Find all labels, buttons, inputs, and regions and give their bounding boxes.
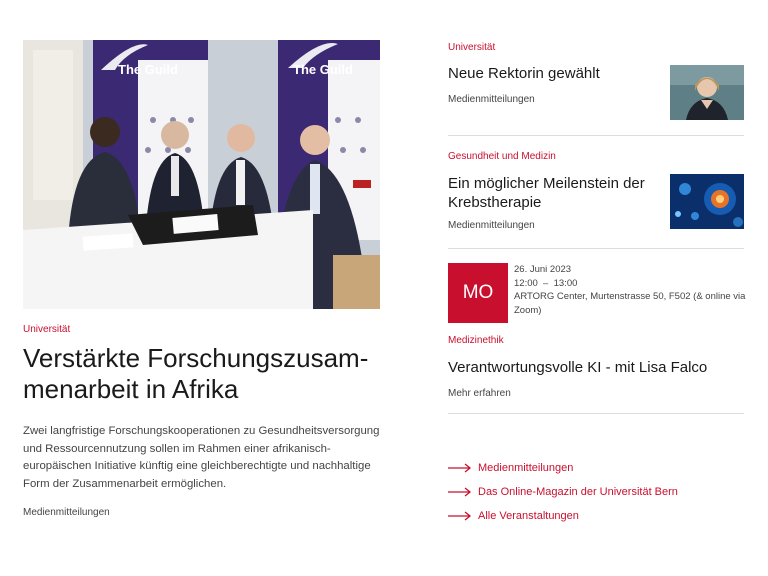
link-media-releases-label: Medienmitteilungen [478, 462, 574, 474]
event-location: ARTORG Center, Murtenstrasse 50, F502 (& online via Zoom) [514, 291, 746, 316]
arrow-right-icon [448, 487, 472, 497]
event-title[interactable]: Verantwortungsvolle KI - mit Lisa Falco [448, 359, 708, 376]
event-more-link[interactable]: Mehr erfahren [448, 388, 511, 399]
feature-lead: Zwei langfristige Forschungskooperationen zu Gesundheitsversorgung und Ressourcennutzung sollen im Rahmen einer afrikanisch-europäischen Initiative künftig eine gleichberechtigte und nachhaltige Form der Zusammenarbeit ermöglichen. [23, 425, 380, 490]
arrow-right-icon [448, 511, 472, 521]
link-online-magazine-label: Das Online-Magazin der Universität Bern [478, 486, 678, 498]
feature-title[interactable]: Verstärkte Forschungszusam-menarbeit in Afrika [23, 343, 369, 404]
link-media-releases[interactable] [448, 462, 573, 474]
news-1-thumbnail[interactable] [670, 65, 744, 120]
event-day-badge: MO [448, 263, 508, 323]
news-2-title[interactable]: Ein möglicher Meilenstein der Krebstherapie [448, 175, 645, 211]
event-date: 26. Juni 2023 [514, 264, 572, 275]
news-1-source: Medienmitteilungen [448, 94, 535, 105]
news-2-category[interactable]: Gesundheit und Medizin [448, 151, 556, 162]
feature-source: Medienmitteilungen [23, 507, 110, 518]
feature-category[interactable]: Universität [23, 324, 71, 335]
news-1-category[interactable]: Universität [448, 42, 496, 53]
link-online-magazine[interactable] [448, 486, 678, 498]
news-2-thumbnail[interactable] [670, 174, 744, 229]
news-2-source: Medienmitteilungen [448, 220, 535, 231]
link-all-events-label: Alle Veranstaltungen [478, 510, 579, 522]
link-all-events[interactable] [448, 510, 579, 522]
event-details [514, 263, 754, 317]
banner-text-right: The Guild [293, 62, 353, 77]
feature-image[interactable] [23, 40, 380, 309]
news-divider-1 [448, 135, 744, 136]
banner-text-left: The Guild [118, 62, 178, 77]
arrow-right-icon [448, 463, 472, 473]
event-category[interactable]: Medizinethik [448, 335, 504, 346]
event-divider [448, 413, 744, 414]
event-time: 12:00 – 13:00 [514, 277, 578, 289]
news-divider-2 [448, 248, 744, 249]
news-1-title[interactable]: Neue Rektorin gewählt [448, 65, 600, 82]
